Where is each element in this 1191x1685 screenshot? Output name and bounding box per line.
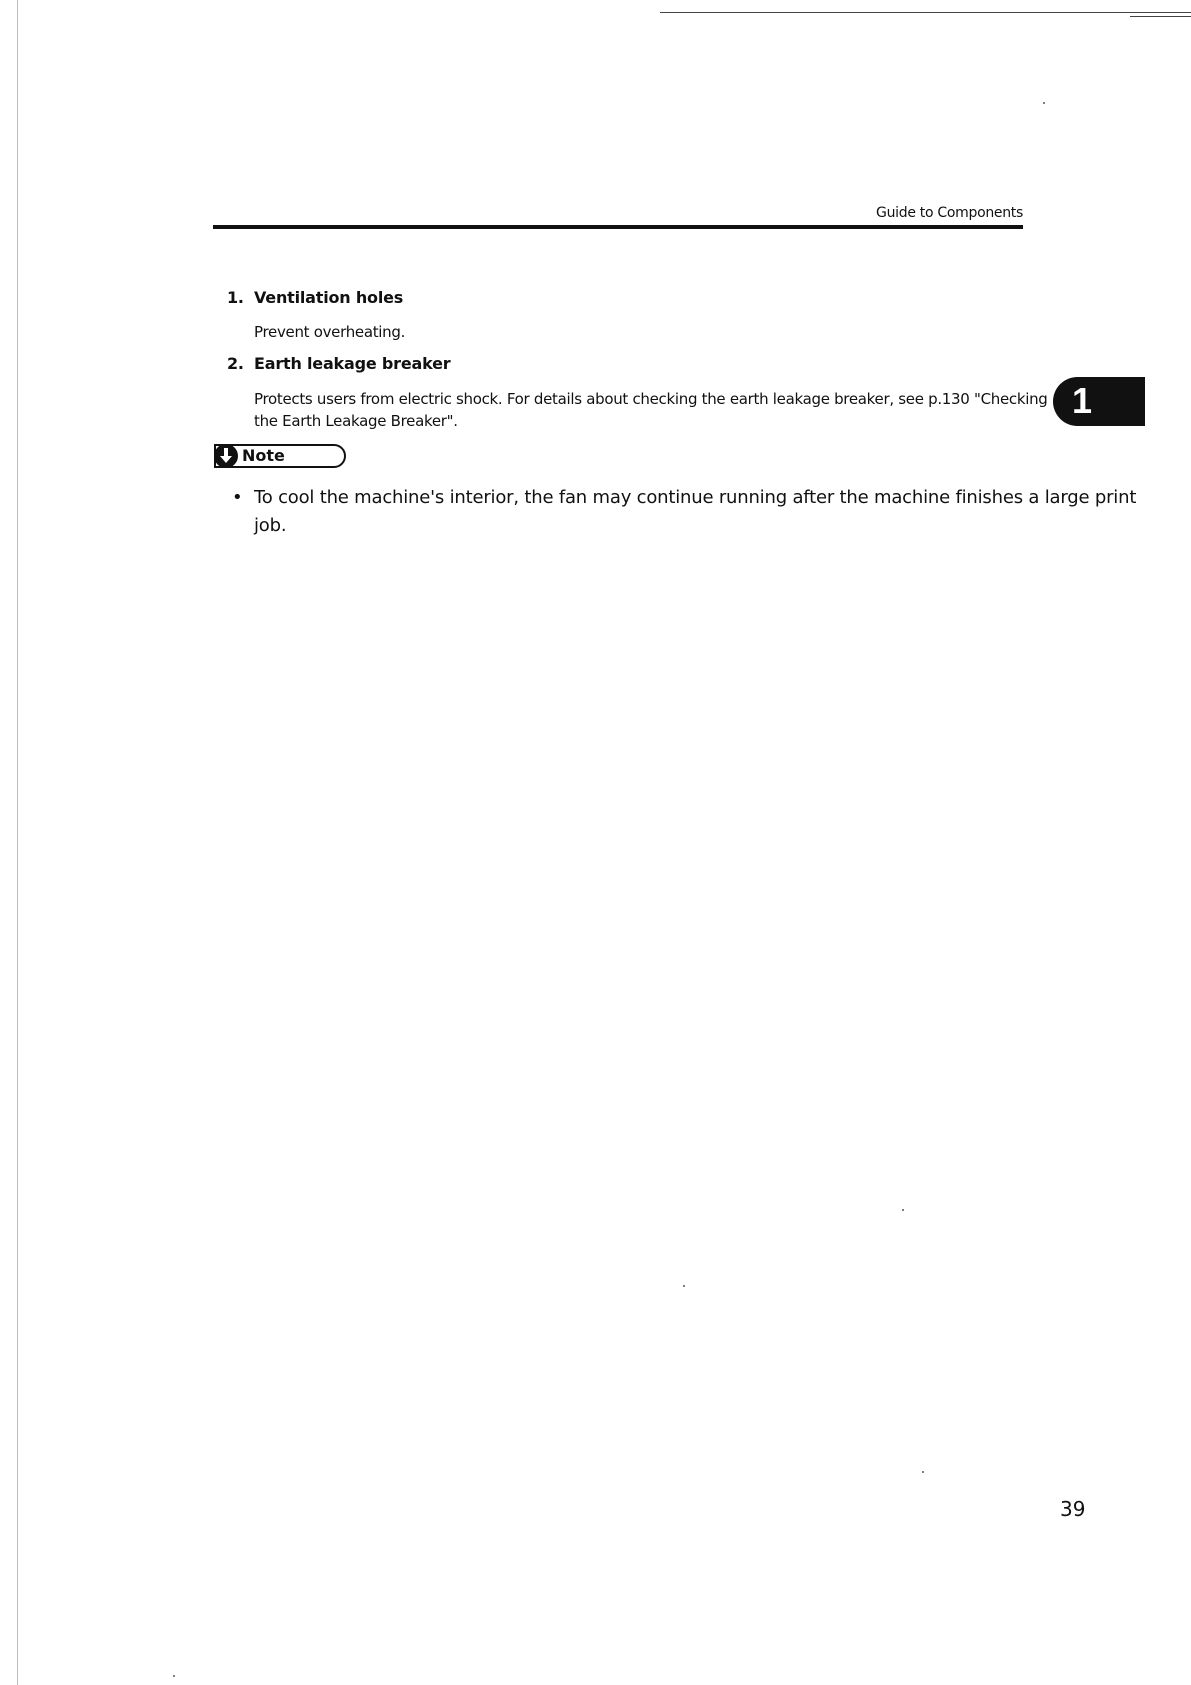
item-label: Earth leakage breaker	[254, 354, 451, 373]
list-item-ventilation-holes	[227, 288, 927, 310]
list-item-earth-leakage-breaker	[227, 354, 927, 376]
header-rule	[213, 225, 1023, 229]
scan-edge-left	[17, 0, 18, 1685]
item-label: Ventilation holes	[254, 288, 404, 307]
scan-speck	[683, 1285, 685, 1287]
scan-speck	[173, 1675, 175, 1677]
note-label: Note	[242, 446, 285, 465]
item-description-line-2: the Earth Leakage Breaker".	[254, 412, 458, 430]
scan-speck	[922, 1471, 924, 1473]
scan-speck	[902, 1209, 904, 1211]
scan-speck	[1043, 102, 1045, 104]
scan-edge-top	[660, 12, 1191, 13]
item-description-line-1: Protects users from electric shock. For details about checking the earth leakage breaker, see p.130 "Checking	[254, 390, 1048, 408]
item-number: 1.	[227, 288, 244, 307]
running-header-title: Guide to Components	[876, 205, 1023, 221]
note-text-line-1: To cool the machine's interior, the fan may continue running after the machine finishes a large print	[254, 487, 1137, 508]
page-number: 39	[1060, 1497, 1086, 1521]
chapter-number: 1	[1072, 380, 1093, 421]
item-description: Prevent overheating.	[254, 323, 406, 341]
bullet-dot: •	[232, 487, 243, 508]
item-number: 2.	[227, 354, 244, 373]
note-bullet-item	[232, 484, 1137, 544]
down-arrow-circle-icon	[214, 444, 238, 468]
chapter-tab	[1053, 377, 1145, 426]
note-text-line-2: job.	[254, 515, 287, 536]
note-badge	[214, 444, 346, 468]
scan-edge-top-right	[1130, 16, 1191, 17]
